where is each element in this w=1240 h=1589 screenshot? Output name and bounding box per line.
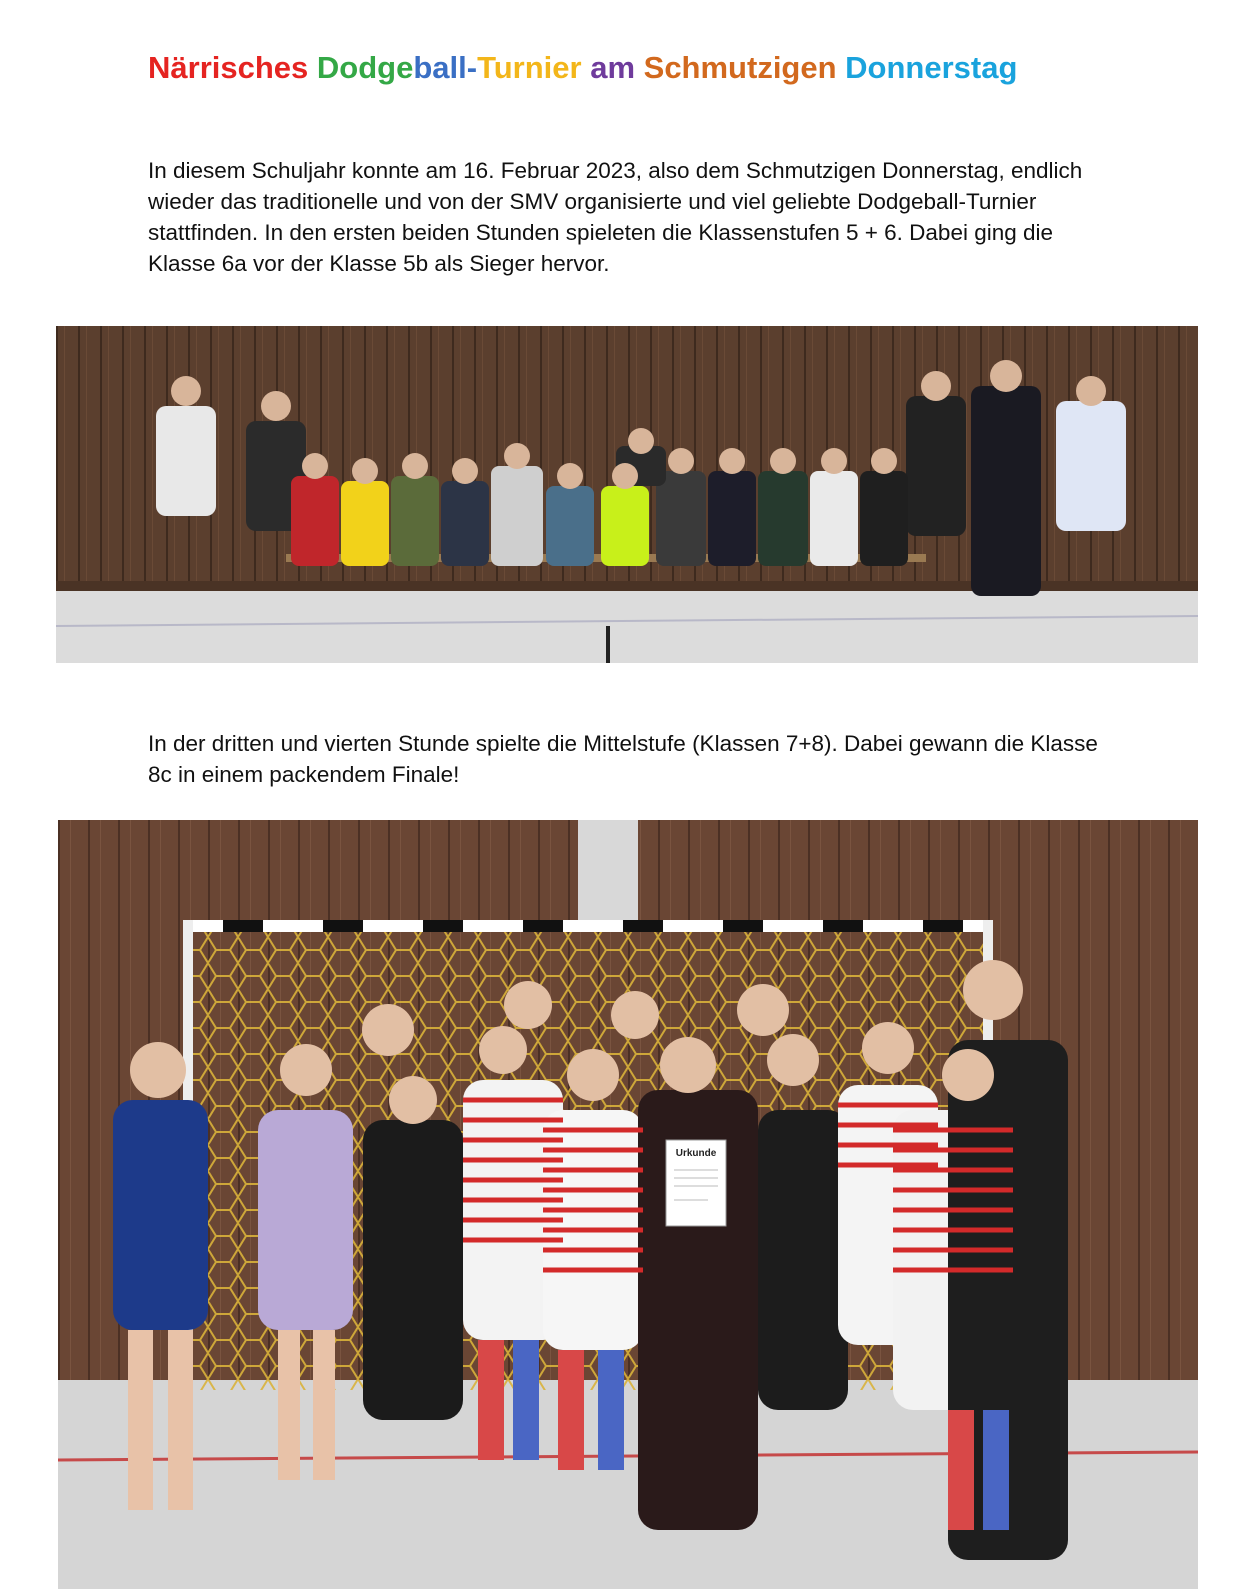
title-word-2: Dodge	[316, 50, 414, 85]
page-title	[148, 50, 1017, 86]
title-word-4: Turnier	[477, 50, 582, 85]
photo-class-5-6	[56, 326, 1198, 663]
title-word-3: ball-	[413, 50, 478, 85]
photo-class-7-8-image	[58, 820, 1198, 1589]
title-word-6: Schmutzigen	[643, 50, 837, 85]
title-word-5: am	[590, 50, 636, 85]
title-word-7: Donnerstag	[845, 50, 1018, 85]
middle-school-paragraph: In der dritten und vierten Stunde spielte die Mittelstufe (Klassen 7+8). Dabei gewann die Klasse 8c in einem packendem Finale!	[148, 731, 1098, 787]
intro-paragraph: In diesem Schuljahr konnte am 16. Februar 2023, also dem Schmutzigen Donnerstag, endlich wieder das traditionelle und von der SMV organisierte und viel geliebte Dodgeball-Turnier stattfinden. In den ersten beiden Stunden spieleten die Klassenstufen 5 + 6. Dabei ging die Klasse 6a vor der Klasse 5b als Sieger hervor.	[148, 158, 1083, 276]
certificate-title: Urkunde	[675, 1148, 717, 1159]
photo-class-5-6-image	[56, 326, 1198, 663]
title-word-1: Närrisches	[148, 50, 309, 85]
photo-class-7-8	[58, 820, 1198, 1589]
certificate	[666, 1140, 726, 1226]
